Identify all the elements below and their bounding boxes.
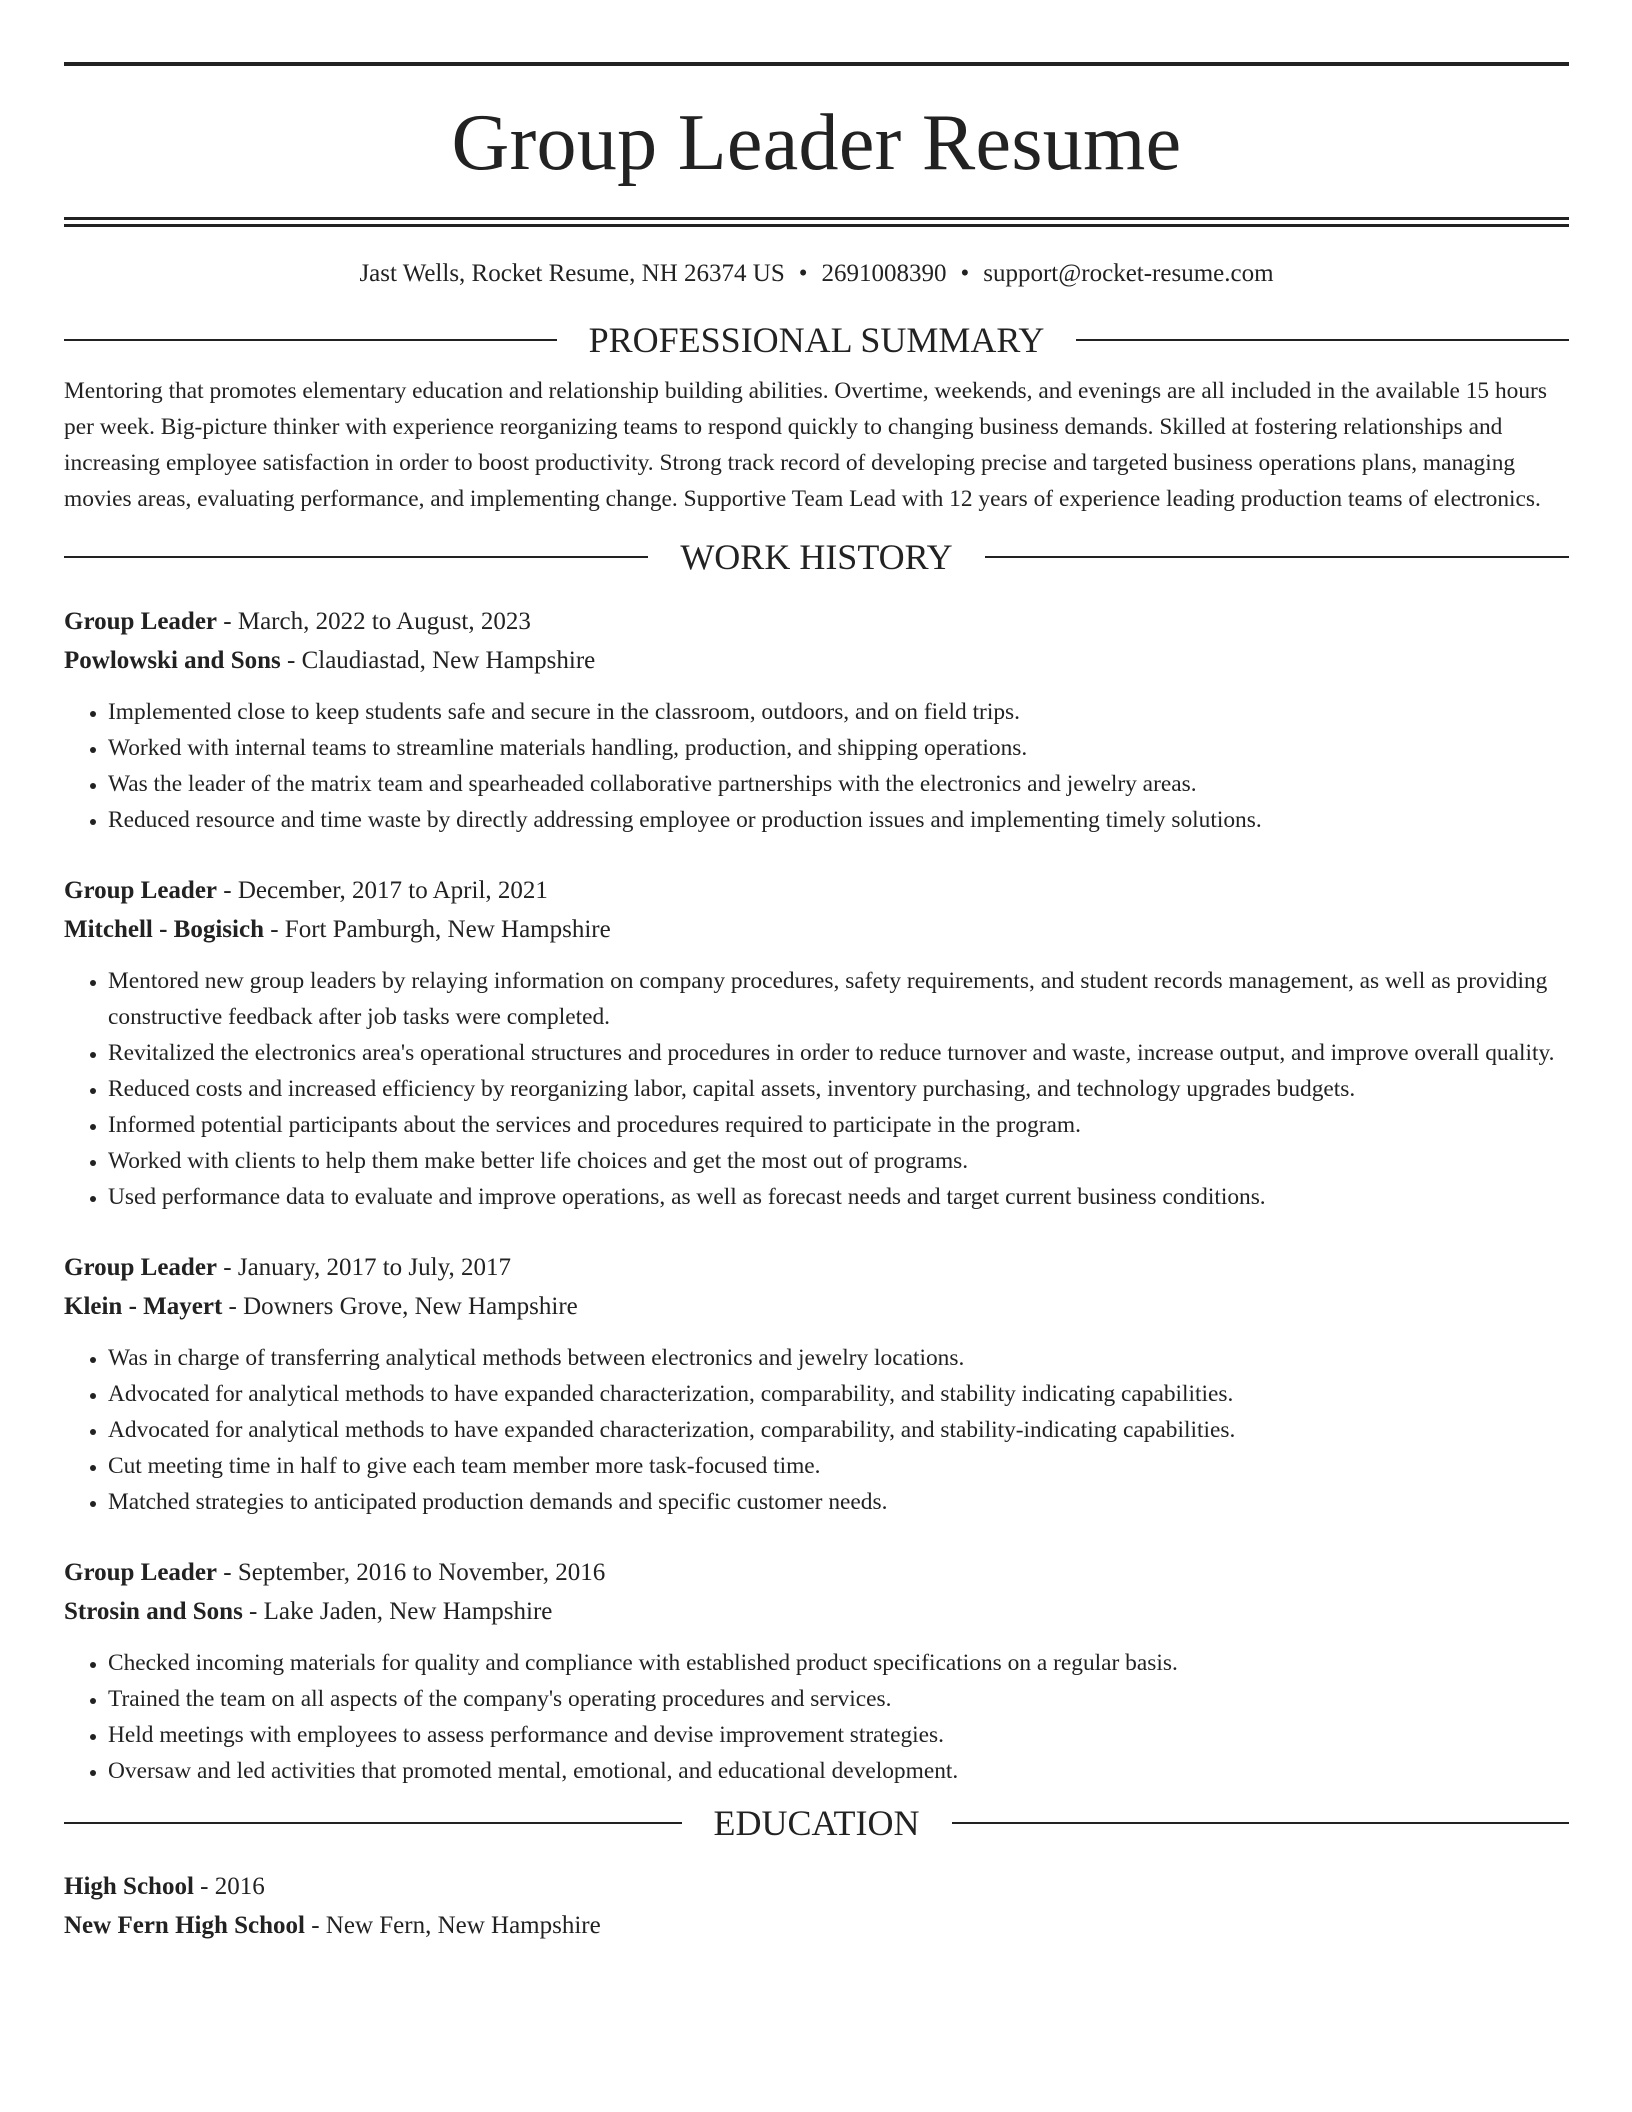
job-role: Group Leader <box>64 1254 218 1281</box>
education-location: - New Fern, New Hampshire <box>304 1912 601 1939</box>
duty-item: • Implemented close to keep students safe and secure in the classroom, outdoors, and on field trips. <box>108 694 1569 730</box>
job-entry <box>64 1248 1569 1520</box>
section-heading-work-history <box>64 537 1569 577</box>
duty-item: • Advocated for analytical methods to have expanded characterization, comparability, and stability-indicating capabilities. <box>108 1412 1569 1448</box>
job-role: Group Leader <box>64 877 218 904</box>
education-degree-line <box>64 1867 1569 1906</box>
duty-item: • Mentored new group leaders by relaying information on company procedures, safety requirements, and student records management, as well as providing constructive feedback after job tasks were completed. <box>108 963 1569 1035</box>
heading-rule-left <box>64 339 557 341</box>
job-title-line <box>64 1553 1569 1592</box>
job-company-line <box>64 910 1569 949</box>
section-title: WORK HISTORY <box>680 537 953 577</box>
page-title: Group Leader Resume <box>451 99 1182 187</box>
job-company-line <box>64 1287 1569 1326</box>
job-company: Powlowski and Sons <box>64 647 281 674</box>
education-school: New Fern High School <box>64 1912 305 1939</box>
job-company: Klein - Mayert <box>64 1293 223 1320</box>
heading-rule-right <box>1076 339 1569 341</box>
duty-item: • Oversaw and led activities that promoted mental, emotional, and educational development. <box>108 1753 1569 1789</box>
job-company-line <box>64 1592 1569 1631</box>
contact-separator: • <box>798 260 808 287</box>
duty-item: • Trained the team on all aspects of the company's operating procedures and services. <box>108 1681 1569 1717</box>
contact-separator: • <box>960 260 970 287</box>
contact-line <box>64 258 1569 290</box>
duty-item: • Worked with clients to help them make better life choices and get the most out of programs. <box>108 1143 1569 1179</box>
top-rule <box>64 62 1569 66</box>
heading-rule-left <box>64 1822 682 1824</box>
job-company: Strosin and Sons <box>64 1598 243 1625</box>
job-title-line <box>64 871 1569 910</box>
duty-item: • Was in charge of transferring analytical methods between electronics and jewelry locations. <box>108 1340 1569 1376</box>
job-role: Group Leader <box>64 1559 218 1586</box>
section-heading-summary <box>64 320 1569 360</box>
heading-rule-left <box>64 556 648 558</box>
duty-item: • Revitalized the electronics area's operational structures and procedures in order to reduce turnover and waste, increase output, and improve overall quality. <box>108 1035 1569 1071</box>
duty-item: • Checked incoming materials for quality and compliance with established product specifications on a regular basis. <box>108 1645 1569 1681</box>
job-entry <box>64 871 1569 1215</box>
job-entry <box>64 1553 1569 1789</box>
job-location: - Lake Jaden, New Hampshire <box>242 1598 553 1625</box>
contact-phone: 2691008390 <box>821 260 947 287</box>
duty-item: • Cut meeting time in half to give each team member more task-focused time. <box>108 1448 1569 1484</box>
section-heading-education <box>64 1803 1569 1843</box>
section-title: PROFESSIONAL SUMMARY <box>588 320 1045 360</box>
job-dates: - December, 2017 to April, 2021 <box>217 877 548 904</box>
duty-list <box>64 1645 1569 1789</box>
duty-item: • Worked with internal teams to streamline materials handling, production, and shipping operations. <box>108 730 1569 766</box>
duty-list <box>64 963 1569 1215</box>
duty-item: • Reduced resource and time waste by directly addressing employee or production issues and implementing timely solutions. <box>108 802 1569 838</box>
duty-item: • Held meetings with employees to assess performance and devise improvement strategies. <box>108 1717 1569 1753</box>
section-title: EDUCATION <box>713 1803 920 1843</box>
education-entry <box>64 1867 1569 1945</box>
job-company-line <box>64 641 1569 680</box>
duty-item: • Informed potential participants about the services and procedures required to participate in the program. <box>108 1107 1569 1143</box>
education-degree: High School <box>64 1873 194 1900</box>
contact-email: support@rocket-resume.com <box>983 260 1274 287</box>
job-title-line <box>64 602 1569 641</box>
job-title-line <box>64 1248 1569 1287</box>
duty-list <box>64 1340 1569 1520</box>
duty-item: • Used performance data to evaluate and improve operations, as well as forecast needs and target current business conditions. <box>108 1179 1569 1215</box>
job-dates: - September, 2016 to November, 2016 <box>217 1559 606 1586</box>
heading-rule-right <box>985 556 1569 558</box>
job-role: Group Leader <box>64 608 218 635</box>
duty-item: • Matched strategies to anticipated production demands and specific customer needs. <box>108 1484 1569 1520</box>
title-double-rule <box>64 217 1569 227</box>
contact-address: Jast Wells, Rocket Resume, NH 26374 US <box>359 260 785 287</box>
summary-text: Mentoring that promotes elementary education and relationship building abilities. Overtime, weekends, and evenings are all included in the available 15 hours per week. Big-picture thinker with experience reorganizing teams to respond quickly to changing business demands. Skilled at fostering relationships and increasing employee satisfaction in order to boost productivity. Strong track record of developing precise and targeted business operations plans, managing movies areas, evaluating performance, and implementing change. Supportive Team Lead with 12 years of experience leading production teams of electronics. <box>64 378 1547 512</box>
duty-item: • Reduced costs and increased efficiency by reorganizing labor, capital assets, inventory purchasing, and technology upgrades budgets. <box>108 1071 1569 1107</box>
duty-list <box>64 694 1569 838</box>
job-location: - Downers Grove, New Hampshire <box>222 1293 578 1320</box>
job-dates: - March, 2022 to August, 2023 <box>217 608 531 635</box>
job-company: Mitchell - Bogisich <box>64 916 264 943</box>
heading-rule-right <box>952 1822 1570 1824</box>
duty-item: • Was the leader of the matrix team and spearheaded collaborative partnerships with the electronics and jewelry areas. <box>108 766 1569 802</box>
job-location: - Fort Pamburgh, New Hampshire <box>263 916 611 943</box>
duty-item: • Advocated for analytical methods to have expanded characterization, comparability, and stability indicating capabilities. <box>108 1376 1569 1412</box>
job-entry <box>64 602 1569 838</box>
education-school-line <box>64 1906 1569 1945</box>
job-location: - Claudiastad, New Hampshire <box>280 647 596 674</box>
education-year: - 2016 <box>193 1873 265 1900</box>
job-dates: - January, 2017 to July, 2017 <box>217 1254 511 1281</box>
